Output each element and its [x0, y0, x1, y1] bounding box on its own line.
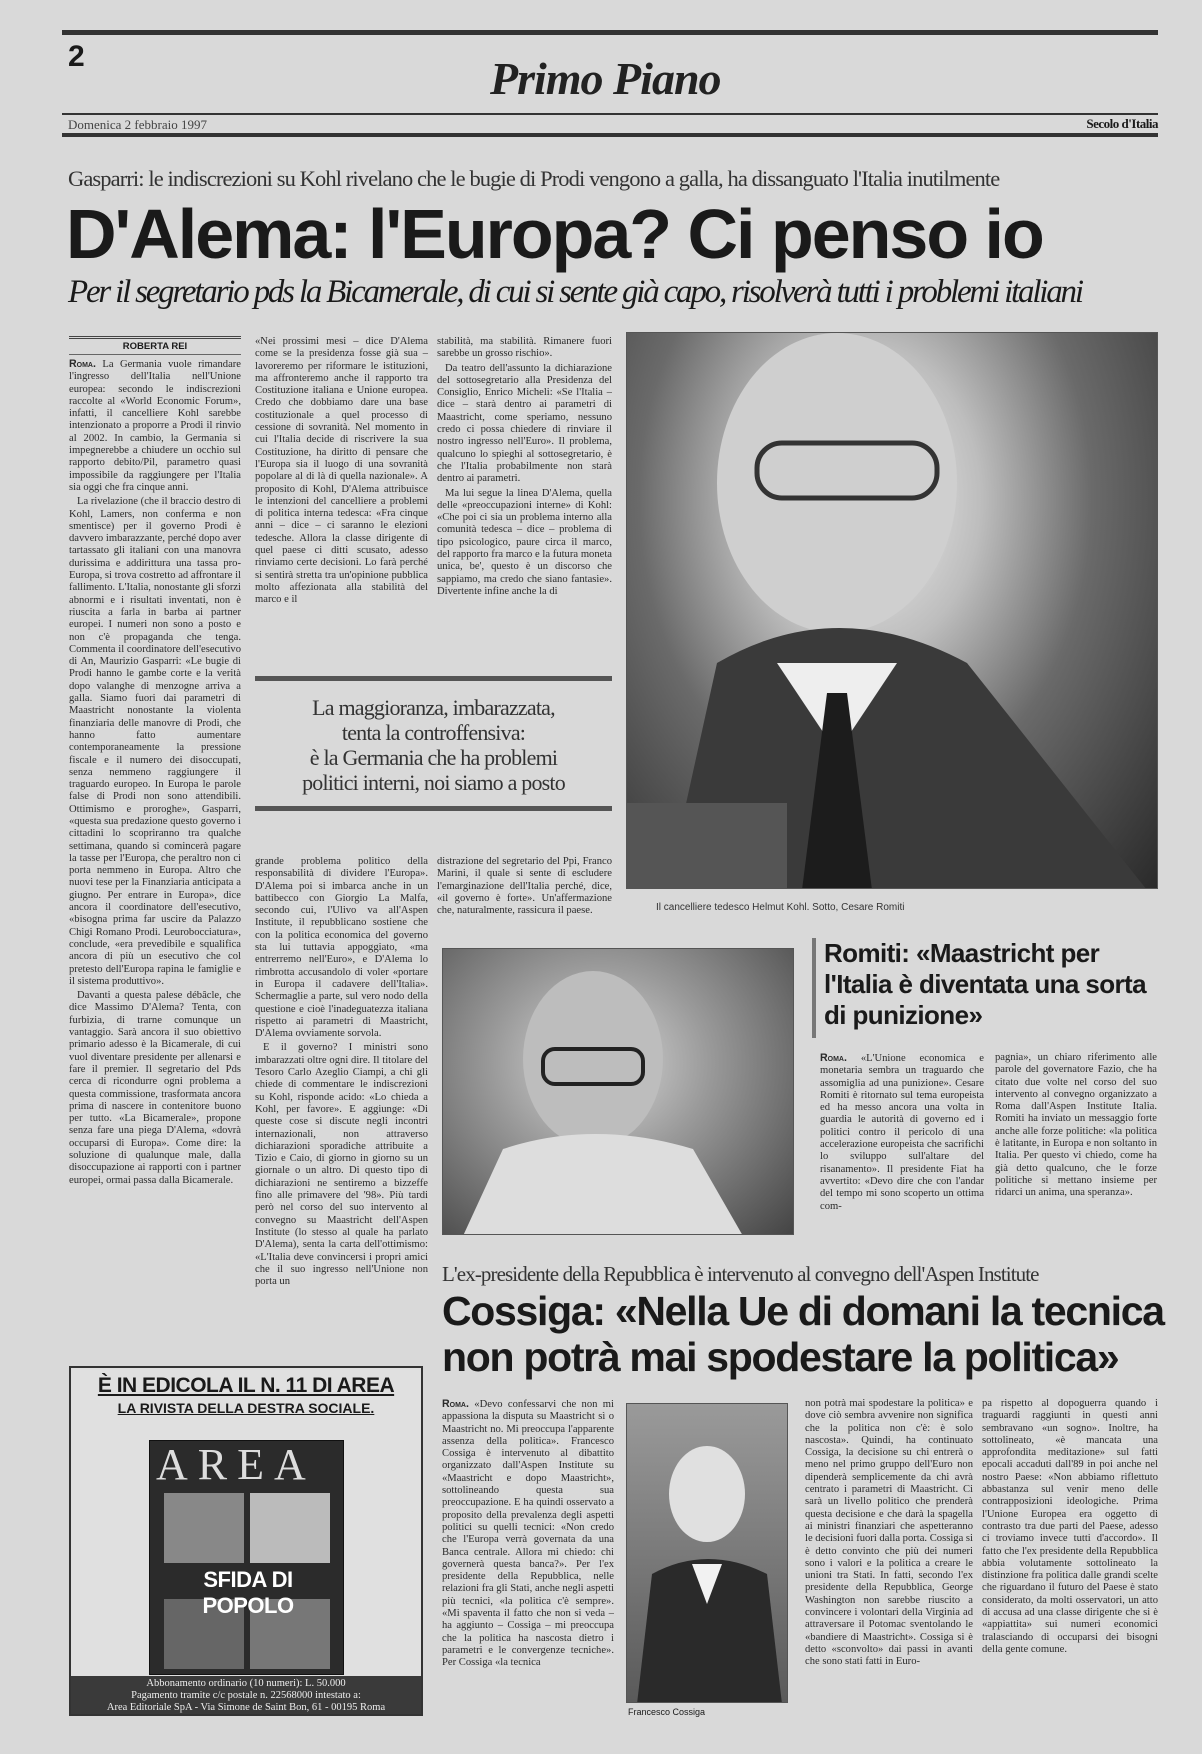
article-column: [255, 336, 428, 648]
byline-name: ROBERTA REI: [122, 341, 188, 352]
article-column: [437, 336, 612, 648]
paragraph: Davanti a questa palese débâcle, che dice Massimo D'Alema? Tenta, con furbizia, di trarne comunque un vantaggio. Sarà ancora il suo obiettivo primario adesso è la Bicamerale, di cui vuol diventare presidente per allenarsi e fare il premier. Il segretario del Pds cerca di ricondurre ogni problema a questa commissione, trasformata ancora prima di nascere in contenitore buono per tutto. «La Bicamerale», propone senza fare una piega D'Alema, «dovrà occuparsi di Europa». Come dire: la soluzione di qualunque male, dalla disoccupazione ai rapporti con i partner europei, ormai passa dalla Bicamerale.: [69, 990, 241, 1186]
article-column: [69, 358, 241, 1338]
paragraph: La rivelazione (che il braccio destro di Kohl, Lamers, non conferma e non smentisce) per il governo Prodi è davvero imbarazzante, perché dopo aver tartassato gli italiani con una manovra durissima e addirittura una tassa pro-Europa, si trova costretto ad affrontare il fallimento. L'Italia, nonostante gli sforzi abnormi e i risultati inventati, non è riuscita a farla in barba ai partner europei. I numeri non sono a posto e non c'è propaganda che tenga. Commenta il coordinatore dell'esecutivo di An, Maurizio Gasparri: «Le bugie di Prodi hanno le gambe corte e la verità dopo valanghe di menzogne arriva a galla. Siamo fuori dai parametri di Maastricht nonostante la violenta finanziaria delle manovre di Prodi, che hanno fatto aumentare contemporaneamente la pressione fiscale e il numero dei disoccupati, senza nemmeno raggiungere il traguardo europeo. In Europa le parole false di Prodi non sono attendibili. Ottimismo e proroghe», Gasparri, «questa sua predazione questo governo i cittadini lo scopriranno tra qualche settimana, quando si comincerà pagare la tasse per l'Europa, che peraltro non ci porta nemmeno in Europa. Altro che nuovi tese per la Finanziaria anticipata a giugno. Per entrare in Europa», dice ancora il coordinatore dell'esecutivo, «bisogna prima far uscire da Palazzo Chigi Romano Prodi. Leurobocciatura», conclude, «era prevedibile e squalifica ancora di più un esecutivo che col pretesto dell'Europa rapina le famiglie e il sistema produttivo».: [69, 496, 241, 987]
byline: [69, 336, 241, 355]
dateline: Roma.: [69, 358, 96, 370]
magazine-cover: [149, 1440, 344, 1675]
main-headline: D'Alema: l'Europa? Ci penso io: [66, 195, 1043, 273]
paragraph: La Germania vuole rimandare l'ingresso dell'Italia nell'Unione europea: secondo le indiscrezioni raccolte al «World Economic Forum», infatti, il cancelliere Kohl sarebbe intenzionato a proporre a Prodi il rinvio al 2002. In cambio, la Germania si impegnerebbe a chiudere un occhio sul rapporto debito/Pil, parametro quasi impossibile da raggiungere per l'Italia sia oggi che fra cinque anni.: [69, 359, 241, 493]
ad-title: È IN EDICOLA IL N. 11 DI AREA: [97, 1374, 395, 1397]
pull-quote-line: politici interni, noi siamo a posto: [302, 770, 565, 795]
article-column: [982, 1398, 1158, 1728]
payment-info: Pagamento tramite c/c postale n. 22568000 intestato a:: [131, 1690, 361, 1701]
paragraph: pa rispetto al dopoguerra quando i traguardi raggiunti in questi anni sembravano «un sogno». Inoltre, ha sottolineato, «è mancata una approfondita meditazione» sul fatti epocali accaduti dall'89 in poi anche nel nostro Paese: «Non abbiamo riflettuto abbastanza sul venir meno delle contrapposizioni ideologiche. Prima l'Unione Europea era oggetto di contrasto tra due parti del Paese, adesso ci troviamo invece tutti d'accordo». Il fatto che l'ex presidente della Repubblica abbia volutamente sottolineato la distinzione fra politica dalle grandi scelte che riguardano il futuro del Paese è stato considerato, da molti osservatori, un atto di accusa ad una classe dirigente che si è «appiattita» sui numeri economici tralasciando di occuparsi dei bisogni della gente comune.: [982, 1398, 1158, 1655]
article-column: [805, 1398, 973, 1728]
kohl-figure-icon: [627, 333, 1158, 889]
paragraph: Da teatro dell'assunto la dichiarazione del sottosegretario alla Presidenza del Consiglio, Enrico Micheli: «Se l'Italia – dice – starà dentro ai parametri di Maastricht, come speriamo, nessuno credo ci possa chiedere di rinviare il nostro ingresso nell'Euro». Il problema, qualcuno lo spieghi al sottosegretario, è che l'Italia probabilmente non starà dentro ai parametri.: [437, 362, 612, 485]
ad-subtitle: LA RIVISTA DELLA DESTRA SOCIALE.: [117, 1400, 375, 1416]
rule: [62, 113, 1158, 115]
paragraph: E il governo? I ministri sono imbarazzati oltre ogni dire. Il titolare del Tesoro Carlo Azeglio Ciampi, a chi gli chiede di commentare le indiscrezioni su Kohl, risponde acido: «Lo chieda a Kohl, per favore». E aggiunge: «Di queste cose si discute negli incontri internazionali, non attraverso dichiarazioni sporadiche attribuite a Tizio e Caio, di giorno in giorno su un giornale o un altro. Di questo tipo di dichiarazioni ne sentiremo a bizzeffe fino alle primavere del '98». Più tardi però nel corso del suo intervento al convegno su Maastricht dell'Aspen Institute (lo stesso al quale ha parlato D'Alema), senta la carta dell'ottimismo: «L'Italia deve convincersi i propri amici che il suo ingresso nell'Unione non porta un: [255, 1042, 428, 1288]
area-advertisement[interactable]: [69, 1366, 423, 1716]
publisher-address: Area Editoriale SpA - Via Simone de Saint Bon, 61 - 00195 Roma: [106, 1702, 386, 1713]
pull-quote-line: La maggioranza, imbarazzata,: [312, 695, 555, 720]
rule: [62, 133, 1158, 137]
cossiga-headline: [442, 1288, 1164, 1380]
paragraph: stabilità, ma stabilità. Rimanere fuori sarebbe un grosso rischio».: [437, 336, 612, 360]
paragraph: «L'Unione economica e monetaria sembra un traguardo che assomiglia ad una punizione». Cesare Romiti è ritornato sul tema europeista ed ha messo ancora una volta in guardia le autorità di governo ed i politici contro il pericolo di una accelerazione europeista che sacrifichi lo sviluppo sull'altare del risanamento». Il presidente Fiat ha avvertito: «Devo dire che con l'andar del tempo mi sono scoperto un ottima com-: [820, 1053, 984, 1212]
dateline: Roma.: [442, 1398, 469, 1410]
article-column: [442, 1398, 614, 1712]
page-number: 2: [68, 40, 85, 73]
top-rule: [62, 30, 1158, 35]
paragraph: grande problema politico della responsabilità di dividere l'Europa». D'Alema poi si imbarca anche in un battibecco con Giorgio La Malfa, secondo cui, l'Ulivo va all'Aspen Institute, il repubblicano sostiene che con la politica economica del governo sta lui tuttavia appoggiato, «ma entrerremo nell'Euro», e D'Alema lo rimbrotta accusandolo di voler «portare in Europa il cadavere dell'Italia». Schermaglie a parte, sul vero nodo della questione e cioè l'inadeguatezza italiana rispetto ai parametri di Maastricht, D'Alema ovviamente sorvola.: [255, 856, 428, 1040]
romiti-headline: Romiti: «Maastricht per l'Italia è diventata una sorta di punizione»: [824, 938, 1146, 1030]
kohl-photo: [626, 332, 1158, 889]
romiti-figure-icon: [443, 949, 794, 1235]
cossiga-photo: [626, 1403, 788, 1703]
photo-caption: Il cancelliere tedesco Helmut Kohl. Sotto, Cesare Romiti: [656, 902, 905, 913]
article-column: [255, 856, 428, 1336]
pull-quote-line: tenta la controffensiva:: [341, 720, 526, 745]
cossiga-figure-icon: [627, 1404, 788, 1703]
cover-portrait: [250, 1493, 330, 1563]
headline-line: non potrà mai spodestare la politica»: [442, 1334, 1119, 1380]
section-title: Primo Piano: [490, 53, 721, 104]
pull-quote: [255, 676, 612, 811]
paragraph: «Nei prossimi mesi – dice D'Alema come se la presidenza fosse già sua – lavoreremo per riformare le istituzioni, ma affronteremo anche il rapporto tra Costituzione italiana e Unione europea. Credo che dobbiamo dare una base costituzionale a quel processo di cessione di sovranità. Nel momento in cui l'Italia decide di riscrivere la sua Costituzione, ha diritto di pensare che l'Europa sia il luogo di una sovranità popolare al di là di quella nazionale». A proposito di Kohl, D'Alema attribuisce le intenzioni del cancelliere a problemi di politica interna tedesca: «Fra cinque anni – dice – ci saranno le elezioni tedesche. Allora la classe dirigente di quel paese ci ditti scusato, adesso rinviamo certe decisioni. Lo farà perché si sentirà stretta tra un'opinione pubblica molto affezionata alla stabilità del marco e il: [255, 336, 428, 606]
paragraph: pagnia», un chiaro riferimento alle parole del governatore Fazio, che ha citato due volte nel corso del suo intervento al convegno organizzato a Roma dall'Aspen Institute Italia. Romiti ha inviato un messaggio forte anche alle forze politiche: «la politica è latitante, in Europa e non soltanto in Italia. Per questo vi chiedo, come ha già detto qualcuno, che le forze politiche si mettano insieme per ridarci un anima, una speranza».: [995, 1052, 1157, 1199]
paragraph: distrazione del segretario del Ppi, Franco Marini, il quale si sente di escludere l'emarginazione dell'Italia perché, dice, «il governo è forte». Un'affermazione che, naturalmente, rassicura il paese.: [437, 856, 612, 917]
kicker: Gasparri: le indiscrezioni su Kohl rivelano che le bugie di Prodi vengono a galla, ha dissanguato l'Italia inutilmente: [68, 166, 1000, 191]
newspaper-name: Secolo d'Italia: [1086, 116, 1158, 131]
headline-line: Cossiga: «Nella Ue di domani la tecnica: [442, 1288, 1164, 1334]
issue-date: Domenica 2 febbraio 1997: [68, 117, 207, 132]
subscription-price: Abbonamento ordinario (10 numeri): L. 50.000: [146, 1678, 346, 1689]
cover-portrait: [164, 1493, 244, 1563]
cover-headline: SFIDA DI POPOLO: [202, 1567, 294, 1618]
article-column: [820, 1052, 984, 1236]
cossiga-kicker: L'ex-presidente della Repubblica è intervenuto al convegno dell'Aspen Institute: [442, 1262, 1039, 1286]
romiti-photo: [442, 948, 794, 1235]
magazine-logo: AREA: [156, 1440, 316, 1489]
paragraph: Ma lui segue la linea D'Alema, quella delle «preoccupazioni interne» di Kohl: «Che poi ci sia un problema interno alla comunità tedesca – dice – problema di tipo psicologico, paure circa il marco, del rapporto fra marco e la futura moneta unica, be', questo è un discorso che sappiamo, ma credo che siano fantasie». Divertente infine anche la di: [437, 487, 612, 597]
paragraph: «Devo confessarvi che non mi appassiona la disputa su Maastricht sì o Maastricht no. Mi preoccupa l'apparente assenza della politica». Francesco Cossiga è intervenuto al dibattito organizzato dall'Aspen Institute su «Maastricht e dopo Maastricht», sottolineando questa sua preoccupazione. E ha quindi osservato a proposito della prevalenza degli aspetti politici su quelli tecnici: «Non credo che l'Europa verrà governata da una Banca centrale. Allora mi chiedo: chi governerà questa banca?». Per l'ex presidente della Repubblica, nelle relazioni fra gli Stati, anche negli aspetti più tecnici, «la politica c'è sempre». «Mi spaventa il fatto che non si veda – ha aggiunto – Cossiga – mi preoccupa che la politica ha nascosta dietro i parametri e le convergenze tecniche». Per Cossiga «la tecnica: [442, 1399, 614, 1669]
dateline: Roma.: [820, 1052, 847, 1064]
article-column: [995, 1052, 1157, 1236]
ad-footer: [71, 1676, 421, 1714]
paragraph: non potrà mai spodestare la politica» e dove ciò sembra avvenire non significa che la politica non c'è: è solo nascosta». Quindi, ha continuato Cossiga, la decisione su chi entrerà o meno nel primo gruppo dell'Euro non dipenderà semplicemente da chi avrà centrato i parametri di Maastricht. Ci sarà un livello politico che prenderà questa decisione e che darà la spagella ai ministri finanziari che aspetteranno le decisioni fuori dalla porta. Cossiga si è detto convinto che più dei numeri sono i valori e la politica a creare le unioni tra Stati. In fatti, secondo l'ex presidente della Repubblica, George Washington non sarebbe riuscito a convincere i volontari della Virginia ad attraversare il Potomac sventolando le «bandiere di Maastricht». Cossiga si è detto «sconvolto» dai passi in avanti che sono stati fatti in Euro-: [805, 1398, 973, 1668]
subheadline: Per il segretario pds la Bicamerale, di cui si sente già capo, risolverà tutti i problemi italiani: [68, 274, 1082, 310]
photo-caption: Francesco Cossiga: [628, 1707, 706, 1717]
pull-quote-line: è la Germania che ha problemi: [309, 745, 558, 770]
article-column: [437, 856, 612, 926]
romiti-headline-box: [812, 938, 1158, 1038]
